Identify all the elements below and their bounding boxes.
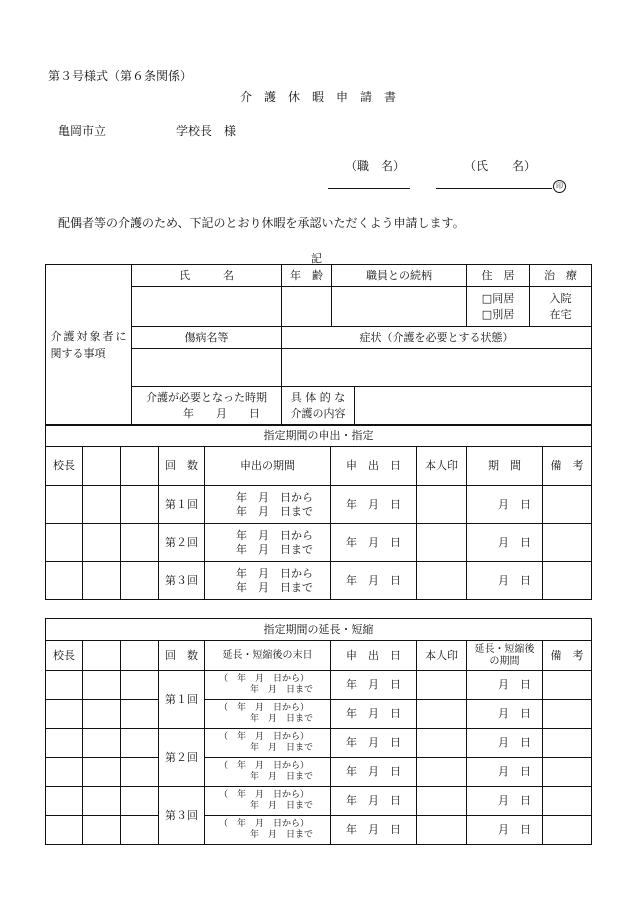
care-start-cell[interactable]	[132, 387, 282, 426]
col-request-period: 申出の期間	[205, 447, 331, 486]
designation-table	[45, 424, 592, 600]
request-date-cell[interactable]: 年 月 日	[331, 486, 417, 524]
seal-cell[interactable]	[417, 816, 467, 845]
page-title: 介 護 休 暇 申 請 書	[240, 90, 397, 104]
request-period-cell[interactable]: 年 月 日から 年 月 日まで	[205, 562, 331, 600]
request-date-cell[interactable]: 年 月 日	[331, 524, 417, 562]
col-approver-2	[83, 447, 121, 486]
col-term: 期 間	[467, 447, 543, 486]
symptom-field[interactable]	[282, 349, 592, 387]
col-note: 備 考	[543, 641, 592, 671]
round-label: 第３回	[159, 562, 205, 600]
request-date-cell[interactable]: 年 月 日	[331, 787, 417, 816]
sign-cell[interactable]	[121, 758, 159, 787]
principal-sign-cell[interactable]	[46, 700, 83, 729]
end-date-cell[interactable]: （ 年 月 日から） 年 月 日まで	[205, 671, 331, 700]
sign-cell[interactable]	[121, 486, 159, 524]
sign-cell[interactable]	[83, 816, 121, 845]
seal-cell[interactable]	[417, 700, 467, 729]
care-start-label: 介護が必要となった時期	[146, 391, 267, 404]
col-round: 回 数	[159, 641, 205, 671]
position-label: （職 名）	[345, 159, 406, 173]
request-date-cell[interactable]: 年 月 日	[331, 816, 417, 845]
seal-cell[interactable]	[417, 729, 467, 758]
principal-sign-cell[interactable]	[46, 729, 83, 758]
table-row	[46, 486, 592, 524]
ki-label: 記	[311, 252, 322, 265]
care-content-label: 具 体 的 な 介護の内容	[282, 387, 355, 425]
sign-cell[interactable]	[83, 700, 121, 729]
table-row	[46, 671, 592, 700]
principal-sign-cell[interactable]	[46, 816, 83, 845]
seal-cell[interactable]	[417, 486, 467, 524]
illness-field[interactable]	[132, 349, 282, 387]
col-age: 年 齢	[282, 265, 332, 287]
seal-cell[interactable]	[417, 758, 467, 787]
request-period-cell[interactable]: 年 月 日から 年 月 日まで	[205, 486, 331, 524]
seal-cell[interactable]	[417, 787, 467, 816]
note-cell[interactable]	[543, 816, 592, 845]
table-row	[46, 562, 592, 600]
col-principal: 校長	[46, 447, 83, 486]
col-relation: 職員との続柄	[332, 265, 467, 287]
request-date-cell[interactable]: 年 月 日	[331, 729, 417, 758]
note-cell[interactable]	[543, 700, 592, 729]
residence-options[interactable]	[467, 287, 530, 327]
request-date-cell[interactable]: 年 月 日	[331, 758, 417, 787]
round-label: 第２回	[159, 729, 205, 787]
note-cell[interactable]	[543, 486, 592, 524]
sign-cell[interactable]	[121, 787, 159, 816]
round-label: 第１回	[159, 486, 205, 524]
request-date-cell[interactable]: 年 月 日	[331, 671, 417, 700]
term-cell[interactable]: 月 日	[467, 758, 543, 787]
application-statement: 配偶者等の介護のため、下記のとおり休暇を承認いただくよう申請します。	[58, 216, 465, 230]
request-period-cell[interactable]: 年 月 日から 年 月 日まで	[205, 524, 331, 562]
age-field[interactable]	[282, 287, 332, 327]
principal-sign-cell[interactable]	[46, 562, 83, 600]
table-row	[46, 787, 592, 816]
principal-sign-cell[interactable]	[46, 524, 83, 562]
principal-sign-cell[interactable]	[46, 486, 83, 524]
term-cell[interactable]: 月 日	[467, 729, 543, 758]
col-round: 回 数	[159, 447, 205, 486]
sign-cell[interactable]	[121, 562, 159, 600]
applicant-name-label: （氏 名）	[464, 159, 537, 173]
form-number: 第３号様式（第６条関係）	[48, 69, 193, 83]
col-symptom: 症状（介護を必要とする状態）	[282, 327, 592, 349]
seal-cell[interactable]	[417, 562, 467, 600]
col-illness: 傷病名等	[132, 327, 282, 349]
sign-cell[interactable]	[83, 524, 121, 562]
relation-field[interactable]	[332, 287, 467, 327]
sign-cell[interactable]	[121, 524, 159, 562]
sign-cell[interactable]	[83, 787, 121, 816]
care-content-cell[interactable]	[282, 387, 592, 426]
request-date-cell[interactable]: 年 月 日	[331, 700, 417, 729]
care-content-field[interactable]	[355, 387, 591, 425]
table-row	[46, 758, 592, 787]
note-cell[interactable]	[543, 787, 592, 816]
sign-cell[interactable]	[83, 729, 121, 758]
table-row	[46, 700, 592, 729]
col-seal: 本人印	[417, 447, 467, 486]
sign-cell[interactable]	[121, 816, 159, 845]
term-cell[interactable]: 月 日	[467, 486, 543, 524]
term-cell[interactable]: 月 日	[467, 787, 543, 816]
col-seal: 本人印	[417, 641, 467, 671]
care-name-field[interactable]	[132, 287, 282, 327]
sign-cell[interactable]	[83, 758, 121, 787]
term-cell[interactable]: 月 日	[467, 524, 543, 562]
care-section-label: 介護対象者に関する事項	[46, 265, 132, 426]
col-principal: 校長	[46, 641, 83, 671]
col-care-name: 氏 名	[132, 265, 282, 287]
table-row	[46, 524, 592, 562]
extension-table	[45, 618, 592, 845]
col-residence: 住 居	[467, 265, 530, 287]
term-cell[interactable]: 月 日	[467, 816, 543, 845]
note-cell[interactable]	[543, 524, 592, 562]
treatment-options[interactable]	[530, 287, 592, 327]
principal-sign-cell[interactable]	[46, 671, 83, 700]
term-cell[interactable]: 月 日	[467, 671, 543, 700]
principal-addressee: 学校長 様	[176, 124, 237, 138]
designation-title: 指定期間の申出・指定	[46, 425, 592, 447]
round-label: 第２回	[159, 524, 205, 562]
sign-cell[interactable]	[121, 729, 159, 758]
school-city: 亀岡市立	[58, 124, 107, 138]
sign-cell[interactable]	[83, 486, 121, 524]
end-date-cell[interactable]: （ 年 月 日から） 年 月 日まで	[205, 787, 331, 816]
seal-icon: 印	[553, 180, 566, 193]
end-date-cell[interactable]: （ 年 月 日から） 年 月 日まで	[205, 729, 331, 758]
note-cell[interactable]	[543, 671, 592, 700]
col-term: 延長・短縮後 の期間	[467, 641, 543, 671]
term-cell[interactable]: 月 日	[467, 700, 543, 729]
sign-cell[interactable]	[83, 562, 121, 600]
principal-sign-cell[interactable]	[46, 787, 83, 816]
extension-title: 指定期間の延長・短縮	[46, 619, 592, 641]
care-subject-table	[45, 264, 592, 426]
position-underline	[328, 188, 410, 189]
table-row	[46, 729, 592, 758]
request-date-cell[interactable]: 年 月 日	[331, 562, 417, 600]
residence-option-together[interactable]: □同居	[481, 291, 515, 305]
end-date-cell[interactable]: （ 年 月 日から） 年 月 日まで	[205, 758, 331, 787]
round-label: 第１回	[159, 671, 205, 729]
round-label: 第３回	[159, 787, 205, 845]
treatment-option-home[interactable]: 在宅	[549, 307, 572, 321]
col-request-date: 申 出 日	[331, 447, 417, 486]
care-start-date: 年 月 日	[183, 407, 260, 420]
residence-option-separate[interactable]: □別居	[481, 307, 515, 321]
sign-cell[interactable]	[121, 671, 159, 700]
note-cell[interactable]	[543, 729, 592, 758]
sign-cell[interactable]	[121, 700, 159, 729]
note-cell[interactable]	[543, 562, 592, 600]
col-approver-2	[83, 641, 121, 671]
table-row	[46, 816, 592, 845]
principal-sign-cell[interactable]	[46, 758, 83, 787]
col-approver-3	[121, 641, 159, 671]
term-cell[interactable]: 月 日	[467, 562, 543, 600]
sign-cell[interactable]	[83, 671, 121, 700]
col-request-date: 申 出 日	[331, 641, 417, 671]
col-treatment: 治 療	[530, 265, 592, 287]
seal-cell[interactable]	[417, 524, 467, 562]
col-note: 備 考	[543, 447, 592, 486]
col-approver-3	[121, 447, 159, 486]
end-date-cell[interactable]: （ 年 月 日から） 年 月 日まで	[205, 816, 331, 845]
name-underline	[436, 188, 552, 189]
note-cell[interactable]	[543, 758, 592, 787]
treatment-option-hospital[interactable]: 入院	[549, 291, 572, 305]
col-end-date: 延長・短縮後の末日	[205, 641, 331, 671]
end-date-cell[interactable]: （ 年 月 日から） 年 月 日まで	[205, 700, 331, 729]
seal-cell[interactable]	[417, 671, 467, 700]
